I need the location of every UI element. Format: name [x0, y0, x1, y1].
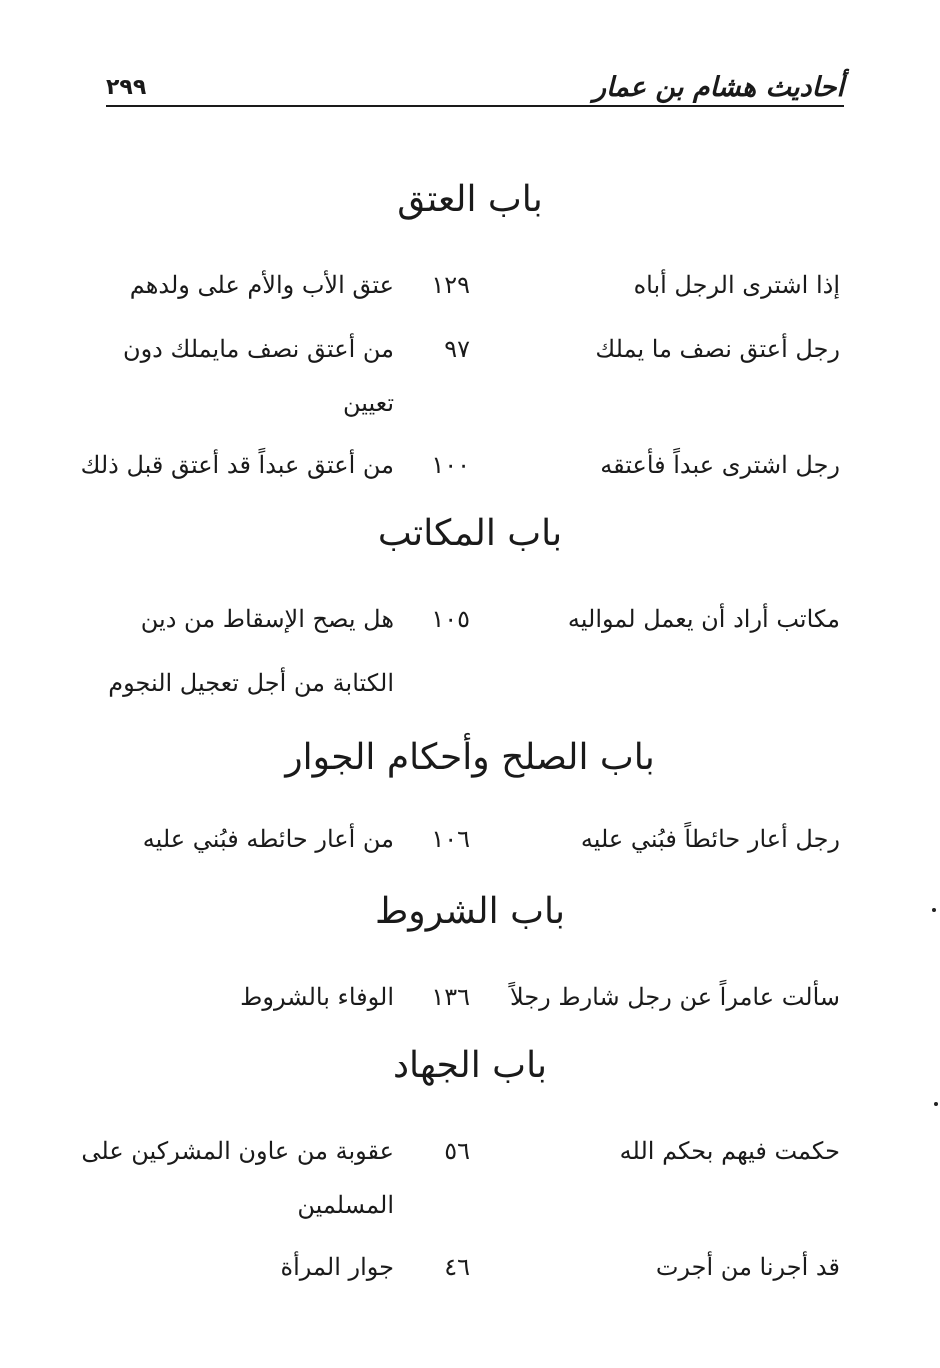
entry-description-continued: الكتابة من أجل تعجيل النجوم [108, 669, 394, 697]
section-title: باب الشروط [375, 891, 565, 932]
entry-number: ١٢٩ [431, 271, 470, 299]
entry-number: ١٣٦ [431, 983, 470, 1011]
entry-description: عقوبة من عاون المشركين على [81, 1137, 394, 1165]
page-header [106, 70, 844, 106]
entry-description: هل يصح الإسقاط من دين [140, 605, 394, 633]
entry-title: إذا اشترى الرجل أباه [633, 271, 840, 299]
header-rule [106, 105, 844, 107]
entry-description: الوفاء بالشروط [240, 983, 394, 1011]
entry-description: عتق الأب والأم على ولدهم [129, 271, 394, 299]
entry-title: رجل أعتق نصف ما يملك [595, 335, 840, 363]
section-title: باب الجهاد [392, 1045, 548, 1086]
section-title: باب الصلح وأحكام الجوار [285, 737, 655, 778]
running-title: أحاديث هشام بن عمار [593, 72, 844, 103]
entry-number: ٩٧ [444, 335, 470, 363]
entry-description: من أعتق نصف مايملك دون [122, 335, 394, 363]
page-number: ٢٩٩ [106, 75, 147, 100]
entry-title: قد أجرنا من أجرت [655, 1253, 840, 1281]
entry-description: من أعتق عبداً قد أعتق قبل ذلك [80, 451, 394, 479]
scan-speck [932, 908, 936, 912]
entry-number: ١٠٥ [431, 605, 470, 633]
entry-title: سألت عامراً عن رجل شارط رجلاً [510, 983, 840, 1011]
entry-title: مكاتب أراد أن يعمل لمواليه [567, 605, 840, 633]
entry-title: حكمت فيهم بحكم الله [619, 1137, 840, 1165]
entry-number: ١٠٠ [431, 451, 470, 479]
entry-number: ١٠٦ [431, 825, 470, 853]
entry-description-continued: المسلمين [297, 1191, 394, 1219]
section-title: باب العتق [397, 179, 543, 220]
section-title: باب المكاتب [377, 513, 563, 554]
entry-title: رجل اشترى عبداً فأعتقه [600, 451, 840, 479]
scan-speck [934, 1102, 938, 1106]
entry-number: ٤٦ [444, 1253, 470, 1281]
entry-number: ٥٦ [444, 1137, 470, 1165]
entry-title: رجل أعار حائطاً فبُني عليه [580, 825, 840, 853]
entry-description: من أعار حائطه فبُني عليه [142, 825, 394, 853]
entry-description: جوار المرأة [280, 1253, 394, 1281]
entry-description-continued: تعيين [342, 389, 394, 417]
